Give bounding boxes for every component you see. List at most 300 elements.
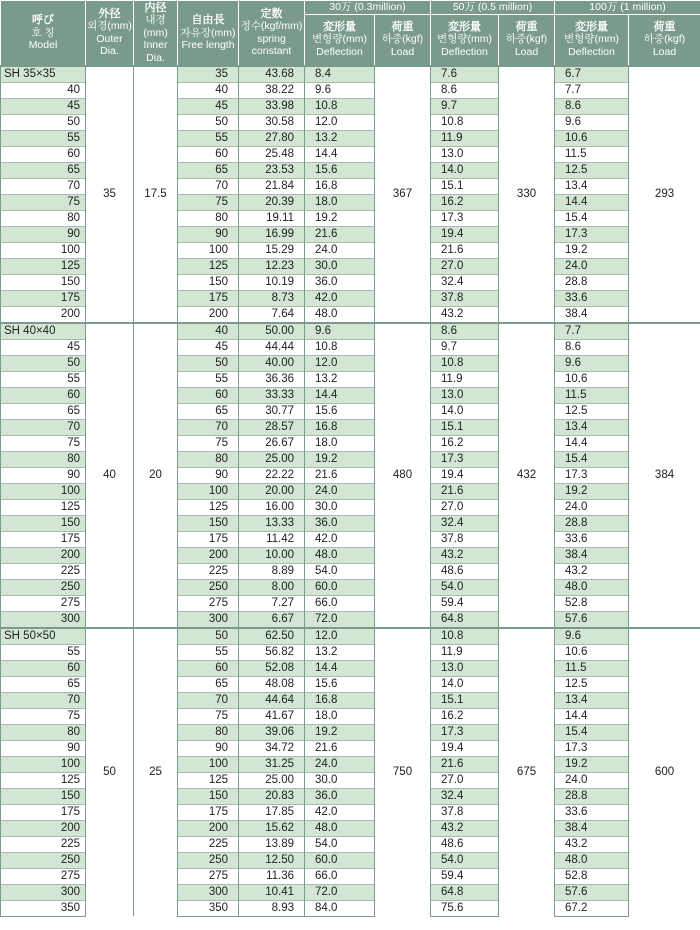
header-inner-dia bbox=[134, 1, 178, 66]
model-cell: 150 bbox=[1, 515, 86, 531]
deflection-1m-cell: 28.8 bbox=[555, 274, 629, 290]
deflection-1m-cell: 15.4 bbox=[555, 210, 629, 226]
deflection-1m-cell: 17.3 bbox=[555, 740, 629, 756]
spring-constant-cell: 7.27 bbox=[239, 595, 305, 611]
free-length-cell: 60 bbox=[178, 146, 239, 162]
header-load-kr: 하중(kgf) bbox=[381, 33, 424, 46]
free-length-cell: 75 bbox=[178, 194, 239, 210]
spring-constant-cell: 40.00 bbox=[239, 355, 305, 371]
spring-constant-cell: 33.33 bbox=[239, 387, 305, 403]
deflection-0.3m-cell: 16.8 bbox=[305, 692, 375, 708]
free-length-cell: 55 bbox=[178, 644, 239, 660]
load-0.3m-cell: 367 bbox=[375, 66, 431, 323]
model-cell: 45 bbox=[1, 339, 86, 355]
deflection-0.3m-cell: 21.6 bbox=[305, 740, 375, 756]
deflection-0.5m-cell: 32.4 bbox=[431, 274, 499, 290]
deflection-0.3m-cell: 18.0 bbox=[305, 708, 375, 724]
deflection-0.3m-cell: 19.2 bbox=[305, 724, 375, 740]
outer-dia-cell: 50 bbox=[86, 628, 134, 917]
model-cell: 175 bbox=[1, 531, 86, 547]
deflection-1m-cell: 13.4 bbox=[555, 178, 629, 194]
deflection-0.5m-cell: 9.7 bbox=[431, 98, 499, 114]
header-defl-en: Deflection bbox=[316, 45, 363, 58]
deflection-1m-cell: 33.6 bbox=[555, 290, 629, 306]
spring-constant-cell: 20.39 bbox=[239, 194, 305, 210]
spring-constant-cell: 31.25 bbox=[239, 756, 305, 772]
deflection-0.3m-cell: 36.0 bbox=[305, 788, 375, 804]
model-cell: 80 bbox=[1, 451, 86, 467]
free-length-cell: 75 bbox=[178, 435, 239, 451]
deflection-1m-cell: 24.0 bbox=[555, 258, 629, 274]
model-cell: 125 bbox=[1, 772, 86, 788]
model-cell: SH 35×35 bbox=[1, 66, 86, 83]
deflection-0.3m-cell: 48.0 bbox=[305, 820, 375, 836]
deflection-0.3m-cell: 60.0 bbox=[305, 579, 375, 595]
free-length-cell: 175 bbox=[178, 531, 239, 547]
deflection-1m-cell: 7.7 bbox=[555, 82, 629, 98]
deflection-1m-cell: 10.6 bbox=[555, 644, 629, 660]
deflection-0.5m-cell: 10.8 bbox=[431, 355, 499, 371]
spring-constant-cell: 8.89 bbox=[239, 563, 305, 579]
spring-constant-cell: 8.00 bbox=[239, 579, 305, 595]
deflection-0.3m-cell: 21.6 bbox=[305, 226, 375, 242]
deflection-0.3m-cell: 48.0 bbox=[305, 306, 375, 323]
free-length-cell: 70 bbox=[178, 178, 239, 194]
header-rate-kr: 정수(kgf/mm) bbox=[240, 20, 303, 33]
deflection-0.3m-cell: 19.2 bbox=[305, 210, 375, 226]
deflection-1m-cell: 38.4 bbox=[555, 306, 629, 323]
spring-constant-cell: 48.08 bbox=[239, 676, 305, 692]
deflection-0.5m-cell: 17.3 bbox=[431, 724, 499, 740]
header-group-1million: 100万 (1 million) bbox=[555, 1, 700, 15]
spring-constant-cell: 43.68 bbox=[239, 66, 305, 83]
deflection-0.3m-cell: 84.0 bbox=[305, 900, 375, 916]
free-length-cell: 50 bbox=[178, 355, 239, 371]
load-0.5m-cell: 432 bbox=[499, 323, 555, 628]
header-spring-constant bbox=[239, 1, 305, 66]
deflection-1m-cell: 48.0 bbox=[555, 579, 629, 595]
spring-constant-cell: 15.29 bbox=[239, 242, 305, 258]
header-free-kr: 자유장(mm) bbox=[180, 26, 236, 39]
table-row bbox=[1, 628, 700, 645]
deflection-1m-cell: 8.6 bbox=[555, 339, 629, 355]
model-cell: 200 bbox=[1, 306, 86, 323]
free-length-cell: 300 bbox=[178, 611, 239, 628]
deflection-0.5m-cell: 21.6 bbox=[431, 483, 499, 499]
model-cell: 300 bbox=[1, 611, 86, 628]
deflection-0.5m-cell: 21.6 bbox=[431, 756, 499, 772]
deflection-0.3m-cell: 14.4 bbox=[305, 660, 375, 676]
deflection-0.5m-cell: 13.0 bbox=[431, 146, 499, 162]
free-length-cell: 225 bbox=[178, 836, 239, 852]
header-free-en: Free length bbox=[181, 39, 235, 51]
header-model bbox=[1, 1, 86, 66]
model-cell: 80 bbox=[1, 724, 86, 740]
model-cell: 200 bbox=[1, 820, 86, 836]
deflection-1m-cell: 67.2 bbox=[555, 900, 629, 916]
deflection-1m-cell: 24.0 bbox=[555, 499, 629, 515]
free-length-cell: 70 bbox=[178, 419, 239, 435]
deflection-0.3m-cell: 10.8 bbox=[305, 339, 375, 355]
deflection-1m-cell: 17.3 bbox=[555, 226, 629, 242]
model-cell: 275 bbox=[1, 595, 86, 611]
spring-constant-cell: 13.89 bbox=[239, 836, 305, 852]
deflection-1m-cell: 14.4 bbox=[555, 435, 629, 451]
model-cell: 90 bbox=[1, 740, 86, 756]
spring-constant-cell: 21.84 bbox=[239, 178, 305, 194]
model-cell: 65 bbox=[1, 403, 86, 419]
deflection-0.5m-cell: 16.2 bbox=[431, 708, 499, 724]
table-row bbox=[1, 66, 700, 83]
deflection-0.3m-cell: 24.0 bbox=[305, 756, 375, 772]
spring-constant-cell: 25.48 bbox=[239, 146, 305, 162]
deflection-0.5m-cell: 27.0 bbox=[431, 772, 499, 788]
deflection-0.5m-cell: 32.4 bbox=[431, 515, 499, 531]
deflection-0.5m-cell: 32.4 bbox=[431, 788, 499, 804]
deflection-0.5m-cell: 13.0 bbox=[431, 660, 499, 676]
load-1m-cell: 293 bbox=[629, 66, 700, 323]
header-deflection-0.3m bbox=[305, 14, 375, 66]
spring-constant-cell: 17.85 bbox=[239, 804, 305, 820]
free-length-cell: 125 bbox=[178, 772, 239, 788]
load-0.5m-cell: 330 bbox=[499, 66, 555, 323]
header-outer-dia bbox=[86, 1, 134, 66]
deflection-0.3m-cell: 19.2 bbox=[305, 451, 375, 467]
deflection-1m-cell: 52.8 bbox=[555, 595, 629, 611]
model-cell: 60 bbox=[1, 146, 86, 162]
header-defl-en: Deflection bbox=[441, 45, 488, 58]
deflection-0.3m-cell: 18.0 bbox=[305, 194, 375, 210]
spring-constant-cell: 27.80 bbox=[239, 130, 305, 146]
deflection-1m-cell: 38.4 bbox=[555, 547, 629, 563]
deflection-0.5m-cell: 19.4 bbox=[431, 467, 499, 483]
header-group-0.5million: 50万 (0.5 million) bbox=[431, 1, 555, 15]
free-length-cell: 250 bbox=[178, 852, 239, 868]
model-cell: 125 bbox=[1, 499, 86, 515]
deflection-0.3m-cell: 10.8 bbox=[305, 98, 375, 114]
spring-constant-cell: 44.44 bbox=[239, 339, 305, 355]
free-length-cell: 40 bbox=[178, 323, 239, 340]
spring-constant-cell: 30.58 bbox=[239, 114, 305, 130]
model-cell: 60 bbox=[1, 387, 86, 403]
free-length-cell: 90 bbox=[178, 467, 239, 483]
deflection-0.5m-cell: 27.0 bbox=[431, 499, 499, 515]
load-1m-cell: 600 bbox=[629, 628, 700, 917]
header-load-kr: 하중(kgf) bbox=[505, 33, 548, 46]
deflection-1m-cell: 33.6 bbox=[555, 804, 629, 820]
spring-constant-cell: 22.22 bbox=[239, 467, 305, 483]
spring-constant-cell: 28.57 bbox=[239, 419, 305, 435]
deflection-1m-cell: 19.2 bbox=[555, 483, 629, 499]
deflection-0.5m-cell: 15.1 bbox=[431, 178, 499, 194]
inner-dia-cell: 20 bbox=[134, 323, 178, 628]
model-cell: 40 bbox=[1, 82, 86, 98]
free-length-cell: 100 bbox=[178, 756, 239, 772]
deflection-0.5m-cell: 16.2 bbox=[431, 194, 499, 210]
load-0.5m-cell: 675 bbox=[499, 628, 555, 917]
deflection-0.5m-cell: 37.8 bbox=[431, 531, 499, 547]
deflection-0.5m-cell: 64.8 bbox=[431, 611, 499, 628]
spring-constant-cell: 8.93 bbox=[239, 900, 305, 916]
model-cell: 275 bbox=[1, 868, 86, 884]
free-length-cell: 90 bbox=[178, 226, 239, 242]
deflection-1m-cell: 11.5 bbox=[555, 387, 629, 403]
deflection-1m-cell: 6.7 bbox=[555, 66, 629, 83]
header-defl-kr: 변형량(mm) bbox=[312, 33, 367, 46]
deflection-1m-cell: 11.5 bbox=[555, 146, 629, 162]
deflection-1m-cell: 7.7 bbox=[555, 323, 629, 340]
model-cell: 100 bbox=[1, 242, 86, 258]
deflection-1m-cell: 33.6 bbox=[555, 531, 629, 547]
free-length-cell: 150 bbox=[178, 788, 239, 804]
deflection-1m-cell: 13.4 bbox=[555, 692, 629, 708]
deflection-0.3m-cell: 15.6 bbox=[305, 162, 375, 178]
deflection-0.3m-cell: 48.0 bbox=[305, 547, 375, 563]
deflection-0.5m-cell: 59.4 bbox=[431, 868, 499, 884]
deflection-0.5m-cell: 11.9 bbox=[431, 644, 499, 660]
spring-constant-cell: 38.22 bbox=[239, 82, 305, 98]
deflection-0.5m-cell: 15.1 bbox=[431, 419, 499, 435]
header-outer-jp: 外径 bbox=[98, 7, 121, 20]
free-length-cell: 90 bbox=[178, 740, 239, 756]
model-cell: 100 bbox=[1, 483, 86, 499]
deflection-0.3m-cell: 72.0 bbox=[305, 884, 375, 900]
header-load-jp: 荷重 bbox=[653, 20, 676, 33]
free-length-cell: 125 bbox=[178, 499, 239, 515]
spring-constant-cell: 30.77 bbox=[239, 403, 305, 419]
header-rate-jp: 定数 bbox=[260, 7, 283, 20]
spring-constant-cell: 25.00 bbox=[239, 772, 305, 788]
deflection-0.5m-cell: 14.0 bbox=[431, 676, 499, 692]
deflection-0.3m-cell: 13.2 bbox=[305, 644, 375, 660]
deflection-0.3m-cell: 30.0 bbox=[305, 258, 375, 274]
load-0.3m-cell: 750 bbox=[375, 628, 431, 917]
deflection-0.3m-cell: 42.0 bbox=[305, 290, 375, 306]
deflection-0.5m-cell: 10.8 bbox=[431, 114, 499, 130]
free-length-cell: 45 bbox=[178, 339, 239, 355]
spring-constant-cell: 20.83 bbox=[239, 788, 305, 804]
deflection-0.3m-cell: 36.0 bbox=[305, 515, 375, 531]
deflection-0.3m-cell: 13.2 bbox=[305, 371, 375, 387]
header-model-kr: 호 칭 bbox=[31, 26, 55, 39]
free-length-cell: 60 bbox=[178, 660, 239, 676]
deflection-1m-cell: 12.5 bbox=[555, 403, 629, 419]
free-length-cell: 275 bbox=[178, 868, 239, 884]
deflection-0.3m-cell: 66.0 bbox=[305, 868, 375, 884]
header-load-en: Load bbox=[652, 45, 677, 58]
deflection-0.3m-cell: 14.4 bbox=[305, 387, 375, 403]
deflection-1m-cell: 15.4 bbox=[555, 451, 629, 467]
deflection-0.3m-cell: 30.0 bbox=[305, 772, 375, 788]
deflection-0.5m-cell: 48.6 bbox=[431, 563, 499, 579]
free-length-cell: 100 bbox=[178, 242, 239, 258]
free-length-cell: 55 bbox=[178, 371, 239, 387]
header-load-en: Load bbox=[514, 45, 539, 58]
deflection-1m-cell: 24.0 bbox=[555, 772, 629, 788]
header-load-en: Load bbox=[390, 45, 415, 58]
table-row bbox=[1, 323, 700, 340]
header-load-1m bbox=[629, 14, 700, 66]
model-cell: 250 bbox=[1, 852, 86, 868]
deflection-0.5m-cell: 17.3 bbox=[431, 210, 499, 226]
header-outer-en: Outer Dia. bbox=[96, 32, 123, 58]
deflection-0.5m-cell: 54.0 bbox=[431, 579, 499, 595]
spring-constant-cell: 16.99 bbox=[239, 226, 305, 242]
spring-constant-cell: 39.06 bbox=[239, 724, 305, 740]
deflection-0.5m-cell: 17.3 bbox=[431, 451, 499, 467]
spring-constant-cell: 16.00 bbox=[239, 499, 305, 515]
deflection-1m-cell: 13.4 bbox=[555, 419, 629, 435]
free-length-cell: 175 bbox=[178, 804, 239, 820]
header-load-0.3m bbox=[375, 14, 431, 66]
deflection-1m-cell: 10.6 bbox=[555, 130, 629, 146]
deflection-0.5m-cell: 43.2 bbox=[431, 306, 499, 323]
deflection-1m-cell: 28.8 bbox=[555, 515, 629, 531]
header-defl-jp: 変形量 bbox=[448, 20, 482, 33]
model-cell: 175 bbox=[1, 290, 86, 306]
model-cell: 75 bbox=[1, 708, 86, 724]
model-cell: SH 50×50 bbox=[1, 628, 86, 645]
model-cell: 50 bbox=[1, 114, 86, 130]
deflection-1m-cell: 57.6 bbox=[555, 884, 629, 900]
header-outer-kr: 외경(mm) bbox=[87, 20, 132, 33]
deflection-0.5m-cell: 64.8 bbox=[431, 884, 499, 900]
header-load-kr: 하중(kgf) bbox=[643, 33, 686, 46]
free-length-cell: 275 bbox=[178, 595, 239, 611]
free-length-cell: 80 bbox=[178, 451, 239, 467]
spring-constant-cell: 33.98 bbox=[239, 98, 305, 114]
spring-constant-cell: 15.62 bbox=[239, 820, 305, 836]
model-cell: 225 bbox=[1, 836, 86, 852]
deflection-1m-cell: 15.4 bbox=[555, 724, 629, 740]
free-length-cell: 250 bbox=[178, 579, 239, 595]
deflection-0.5m-cell: 75.6 bbox=[431, 900, 499, 916]
deflection-0.3m-cell: 54.0 bbox=[305, 563, 375, 579]
model-cell: 175 bbox=[1, 804, 86, 820]
model-cell: 50 bbox=[1, 355, 86, 371]
deflection-1m-cell: 11.5 bbox=[555, 660, 629, 676]
deflection-0.3m-cell: 15.6 bbox=[305, 403, 375, 419]
deflection-0.3m-cell: 12.0 bbox=[305, 355, 375, 371]
deflection-0.5m-cell: 37.8 bbox=[431, 804, 499, 820]
deflection-1m-cell: 38.4 bbox=[555, 820, 629, 836]
model-cell: 65 bbox=[1, 162, 86, 178]
deflection-0.3m-cell: 16.8 bbox=[305, 178, 375, 194]
deflection-0.3m-cell: 60.0 bbox=[305, 852, 375, 868]
free-length-cell: 65 bbox=[178, 403, 239, 419]
outer-dia-cell: 35 bbox=[86, 66, 134, 323]
load-1m-cell: 384 bbox=[629, 323, 700, 628]
deflection-0.3m-cell: 16.8 bbox=[305, 419, 375, 435]
deflection-0.5m-cell: 19.4 bbox=[431, 740, 499, 756]
deflection-0.3m-cell: 12.0 bbox=[305, 628, 375, 645]
deflection-0.3m-cell: 12.0 bbox=[305, 114, 375, 130]
header-model-jp: 呼び bbox=[32, 14, 54, 26]
deflection-0.5m-cell: 11.9 bbox=[431, 371, 499, 387]
deflection-1m-cell: 12.5 bbox=[555, 162, 629, 178]
header-load-0.5m bbox=[499, 14, 555, 66]
spring-constant-cell: 62.50 bbox=[239, 628, 305, 645]
model-cell: 350 bbox=[1, 900, 86, 916]
spring-constant-cell: 6.67 bbox=[239, 611, 305, 628]
free-length-cell: 200 bbox=[178, 820, 239, 836]
deflection-1m-cell: 43.2 bbox=[555, 563, 629, 579]
deflection-1m-cell: 8.6 bbox=[555, 98, 629, 114]
free-length-cell: 350 bbox=[178, 900, 239, 916]
deflection-0.5m-cell: 8.6 bbox=[431, 323, 499, 340]
spring-constant-cell: 19.11 bbox=[239, 210, 305, 226]
deflection-0.5m-cell: 16.2 bbox=[431, 435, 499, 451]
deflection-0.5m-cell: 11.9 bbox=[431, 130, 499, 146]
deflection-0.3m-cell: 8.4 bbox=[305, 66, 375, 83]
free-length-cell: 60 bbox=[178, 387, 239, 403]
deflection-1m-cell: 12.5 bbox=[555, 676, 629, 692]
model-cell: 70 bbox=[1, 419, 86, 435]
header-deflection-0.5m bbox=[431, 14, 499, 66]
spring-constant-cell: 36.36 bbox=[239, 371, 305, 387]
model-cell: SH 40×40 bbox=[1, 323, 86, 340]
deflection-0.3m-cell: 24.0 bbox=[305, 483, 375, 499]
load-0.3m-cell: 480 bbox=[375, 323, 431, 628]
model-cell: 100 bbox=[1, 756, 86, 772]
spring-constant-cell: 10.19 bbox=[239, 274, 305, 290]
deflection-0.5m-cell: 14.0 bbox=[431, 162, 499, 178]
free-length-cell: 200 bbox=[178, 547, 239, 563]
free-length-cell: 80 bbox=[178, 724, 239, 740]
deflection-0.5m-cell: 13.0 bbox=[431, 387, 499, 403]
spring-constant-cell: 26.67 bbox=[239, 435, 305, 451]
header-defl-en: Deflection bbox=[568, 45, 615, 58]
model-cell: 300 bbox=[1, 884, 86, 900]
spring-constant-cell: 23.53 bbox=[239, 162, 305, 178]
deflection-0.3m-cell: 18.0 bbox=[305, 435, 375, 451]
model-cell: 125 bbox=[1, 258, 86, 274]
deflection-1m-cell: 9.6 bbox=[555, 114, 629, 130]
free-length-cell: 55 bbox=[178, 130, 239, 146]
free-length-cell: 100 bbox=[178, 483, 239, 499]
deflection-0.3m-cell: 21.6 bbox=[305, 467, 375, 483]
free-length-cell: 50 bbox=[178, 628, 239, 645]
free-length-cell: 175 bbox=[178, 290, 239, 306]
deflection-0.3m-cell: 42.0 bbox=[305, 804, 375, 820]
deflection-0.5m-cell: 9.7 bbox=[431, 339, 499, 355]
free-length-cell: 35 bbox=[178, 66, 239, 83]
deflection-1m-cell: 52.8 bbox=[555, 868, 629, 884]
free-length-cell: 40 bbox=[178, 82, 239, 98]
deflection-0.3m-cell: 15.6 bbox=[305, 676, 375, 692]
deflection-0.5m-cell: 43.2 bbox=[431, 547, 499, 563]
model-cell: 70 bbox=[1, 178, 86, 194]
free-length-cell: 70 bbox=[178, 692, 239, 708]
header-inner-kr: 내경(mm) bbox=[143, 14, 168, 39]
table-body bbox=[1, 66, 700, 917]
deflection-0.5m-cell: 8.6 bbox=[431, 82, 499, 98]
header-inner-jp: 内径 bbox=[144, 1, 167, 14]
deflection-1m-cell: 28.8 bbox=[555, 788, 629, 804]
spring-constant-cell: 12.50 bbox=[239, 852, 305, 868]
deflection-0.3m-cell: 30.0 bbox=[305, 499, 375, 515]
deflection-1m-cell: 17.3 bbox=[555, 467, 629, 483]
spring-constant-cell: 34.72 bbox=[239, 740, 305, 756]
deflection-1m-cell: 9.6 bbox=[555, 355, 629, 371]
deflection-0.5m-cell: 15.1 bbox=[431, 692, 499, 708]
model-cell: 65 bbox=[1, 676, 86, 692]
spring-constant-cell: 25.00 bbox=[239, 451, 305, 467]
deflection-1m-cell: 9.6 bbox=[555, 628, 629, 645]
spring-constant-cell: 11.36 bbox=[239, 868, 305, 884]
free-length-cell: 200 bbox=[178, 306, 239, 323]
free-length-cell: 65 bbox=[178, 676, 239, 692]
